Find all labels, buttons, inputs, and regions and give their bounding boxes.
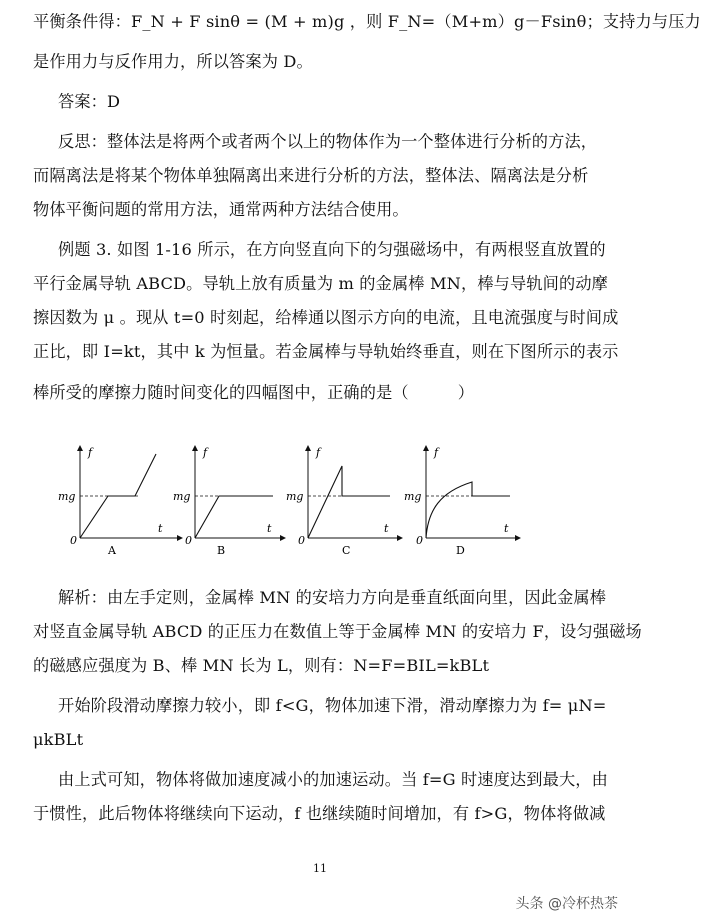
text-line: 解析：由左手定则，金属棒 MN 的安培力方向是垂直纸面向里，因此金属棒 <box>58 588 607 607</box>
caption-c: C <box>342 544 351 557</box>
text-line: 的磁感应强度为 B、棒 MN 长为 L，则有：N=F=BIL=kBLt <box>33 656 490 675</box>
text-line: 物体平衡问题的常用方法，通常两种方法结合使用。 <box>33 200 409 219</box>
text-line: 由上式可知，物体将做加速度减小的加速运动。当 f=G 时速度达到最大，由 <box>58 770 608 789</box>
mg-label: mg <box>286 490 304 503</box>
text-line: 而隔离法是将某个物体单独隔离出来进行分析的方法，整体法、隔离法是分析 <box>33 166 589 185</box>
origin-label: 0 <box>185 534 192 547</box>
mg-label: mg <box>173 490 191 503</box>
example-heading-line: 例题 3. 如图 1-16 所示，在方向竖直向下的匀强磁场中，有两根竖直放置的 <box>58 240 606 259</box>
text-line: 擦因数为 μ 。现从 t=0 时刻起，给棒通以图示方向的电流，且电流强度与时间成 <box>33 308 619 327</box>
page-number: 11 <box>313 862 327 875</box>
axis-label-f: f <box>88 446 93 459</box>
axis-label-f: f <box>203 446 208 459</box>
graph-d <box>404 446 518 557</box>
origin-label: 0 <box>298 534 305 547</box>
axis-label-t: t <box>267 522 272 535</box>
axis-label-f: f <box>434 446 439 459</box>
mg-label: mg <box>58 490 76 503</box>
caption-b: B <box>217 544 226 557</box>
graph-b <box>173 446 283 557</box>
text-line: 正比，即 I=kt，其中 k 为恒量。若金属棒与导轨始终垂直，则在下图所示的表示 <box>33 342 619 361</box>
axis-label-f: f <box>316 446 321 459</box>
caption-a: A <box>108 544 116 557</box>
graphs-svg <box>60 440 520 565</box>
friction-time-graphs-figure <box>60 440 520 565</box>
text-line: 于惯性，此后物体将继续向下运动，f 也继续随时间增加，有 f>G，物体将做减 <box>33 804 606 823</box>
origin-label: 0 <box>416 534 423 547</box>
axis-label-t: t <box>504 522 509 535</box>
answer-line: 答案：D <box>58 92 121 111</box>
text-line: 开始阶段滑动摩擦力较小，即 f<G，物体加速下滑，滑动摩擦力为 f= μN= <box>58 696 607 715</box>
text-line: 反思：整体法是将两个或者两个以上的物体作为一个整体进行分析的方法， <box>58 132 598 151</box>
axis-label-t: t <box>158 522 163 535</box>
text-line: 平衡条件得：F_N + F sinθ = (M + m)g ，则 F_N=（M+m）g－Fsinθ；支持力与压力 <box>33 12 701 31</box>
graph-a <box>58 446 180 557</box>
text-line: 是作用力与反作用力，所以答案为 D。 <box>33 52 313 71</box>
caption-d: D <box>456 544 465 557</box>
origin-label: 0 <box>70 534 77 547</box>
watermark: 头条 @冷杯热茶 <box>515 896 618 912</box>
graph-c <box>286 446 400 557</box>
mg-label: mg <box>404 490 422 503</box>
text-line: 对竖直金属导轨 ABCD 的正压力在数值上等于金属棒 MN 的安培力 F，设匀强磁场 <box>33 622 642 641</box>
text-line: 平行金属导轨 ABCD。导轨上放有质量为 m 的金属棒 MN，棒与导轨间的动摩 <box>33 274 609 293</box>
axis-label-t: t <box>384 522 389 535</box>
text-line: 棒所受的摩擦力随时间变化的四幅图中，正确的是（ ） <box>33 383 475 402</box>
text-line: μkBLt <box>33 730 84 749</box>
